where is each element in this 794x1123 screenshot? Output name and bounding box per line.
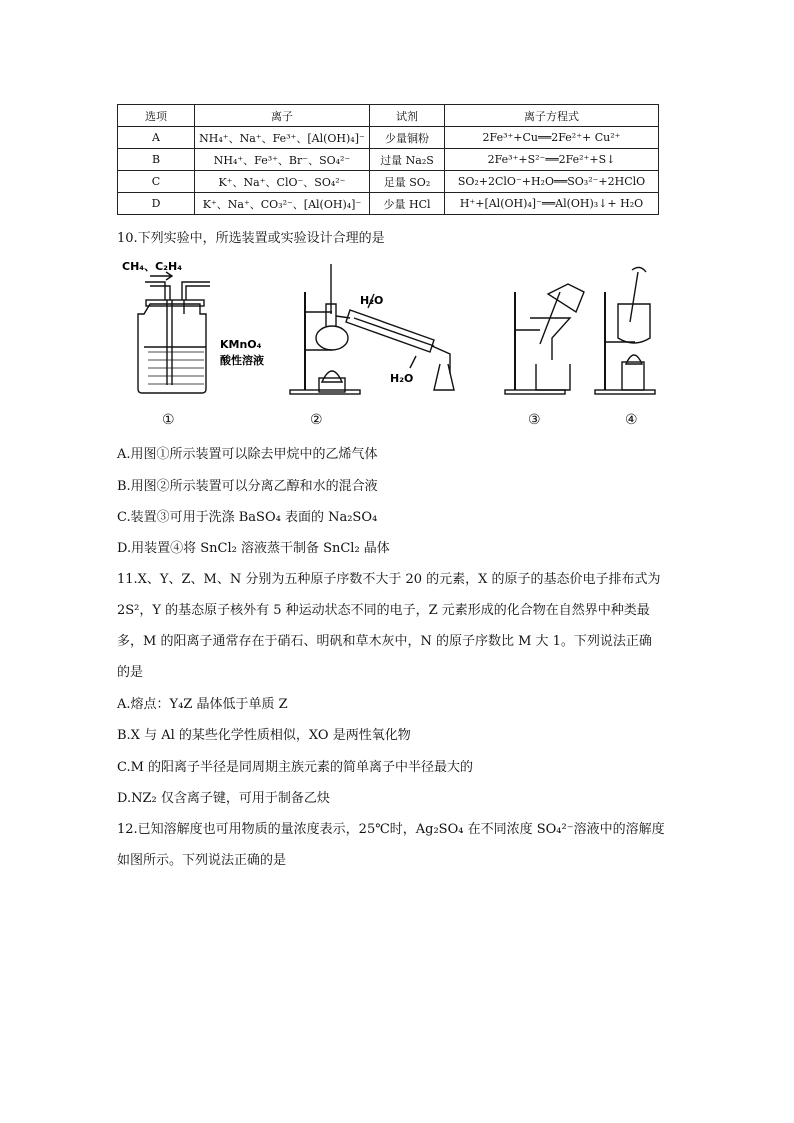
- q10-option-c: C.装置③可用于洗涤 BaSO₄ 表面的 Na₂SO₄: [117, 510, 378, 525]
- q11-stem-line-1: 11.X、Y、Z、M、N 分别为五种原子序数不大于 20 的元素，X 的原子的基态价电子排布式为: [117, 572, 661, 587]
- distillation-apparatus: [290, 264, 454, 394]
- table-header-row: [118, 105, 659, 127]
- table-row: [118, 193, 659, 215]
- gas-label: CH₄、C₂H₄: [122, 260, 183, 273]
- q12-stem-line-1: 12.已知溶解度也可用物质的量浓度表示，25℃时，Ag₂SO₄ 在不同浓度 SO₄²⁻溶液中的溶解度: [117, 822, 665, 837]
- cell-reagent: 足量 SO₂: [370, 171, 445, 193]
- gas-washing-bottle: [138, 272, 210, 393]
- reagent-label-2: 酸性溶液: [220, 354, 264, 367]
- q11-stem-line-4: 的是: [117, 665, 144, 680]
- ion-table: [117, 104, 659, 215]
- header-reagent: 试剂: [370, 105, 445, 127]
- table-row: [118, 127, 659, 149]
- cell-ions: K⁺、Na⁺、CO₃²⁻、[Al(OH)₄]⁻: [195, 193, 370, 215]
- q10-option-a: A.用图①所示装置可以除去甲烷中的乙烯气体: [117, 447, 378, 462]
- q10-stem: 10.下列实验中，所选装置或实验设计合理的是: [117, 231, 385, 246]
- cell-option: A: [118, 127, 195, 149]
- table-row: [118, 149, 659, 171]
- evaporation-apparatus: [595, 267, 655, 394]
- q10-apparatus-figure: [110, 252, 670, 402]
- q11-stem-line-3: 多，M 的阳离子通常存在于硝石、明矾和草木灰中，N 的原子序数比 M 大 1。下列说法正确: [117, 634, 652, 649]
- cell-reagent: 过量 Na₂S: [370, 149, 445, 171]
- cell-equation: 2Fe³⁺+S²⁻══2Fe²⁺+S↓: [445, 149, 659, 171]
- filtration-apparatus: [505, 284, 584, 394]
- cell-option: B: [118, 149, 195, 171]
- q10-option-d: D.用装置④将 SnCl₂ 溶液蒸干制备 SnCl₂ 晶体: [117, 541, 390, 556]
- water-in-label: H₂O: [360, 294, 384, 307]
- cell-equation: 2Fe³⁺+Cu══2Fe²⁺+ Cu²⁺: [445, 127, 659, 149]
- cell-option: C: [118, 171, 195, 193]
- figure-label-4: ④: [625, 412, 638, 428]
- figure-label-1: ①: [162, 412, 175, 428]
- table-row: [118, 171, 659, 193]
- water-out-label: H₂O: [390, 372, 414, 385]
- reagent-label-1: KMnO₄: [220, 338, 262, 351]
- figure-label-3: ③: [528, 412, 541, 428]
- header-equation: 离子方程式: [445, 105, 659, 127]
- cell-ions: K⁺、Na⁺、ClO⁻、SO₄²⁻: [195, 171, 370, 193]
- q12-stem-line-2: 如图所示。下列说法正确的是: [117, 853, 287, 868]
- figure-label-2: ②: [310, 412, 323, 428]
- cell-equation: SO₂+2ClO⁻+H₂O══SO₃²⁻+2HClO: [445, 171, 659, 193]
- cell-option: D: [118, 193, 195, 215]
- q11-option-d: D.NZ₂ 仅含离子键，可用于制备乙炔: [117, 791, 330, 806]
- cell-reagent: 少量铜粉: [370, 127, 445, 149]
- q11-option-b: B.X 与 Al 的某些化学性质相似，XO 是两性氧化物: [117, 728, 411, 743]
- cell-ions: NH₄⁺、Na⁺、Fe³⁺、[Al(OH)₄]⁻: [195, 127, 370, 149]
- cell-equation: H⁺+[Al(OH)₄]⁻══Al(OH)₃↓+ H₂O: [445, 193, 659, 215]
- cell-ions: NH₄⁺、Fe³⁺、Br⁻、SO₄²⁻: [195, 149, 370, 171]
- q10-option-b: B.用图②所示装置可以分离乙醇和水的混合液: [117, 479, 378, 494]
- header-ions: 离子: [195, 105, 370, 127]
- header-option: 选项: [118, 105, 195, 127]
- q11-option-c: C.M 的阳离子半径是同周期主族元素的简单离子中半径最大的: [117, 760, 474, 775]
- q11-option-a: A.熔点：Y₄Z 晶体低于单质 Z: [117, 697, 288, 712]
- cell-reagent: 少量 HCl: [370, 193, 445, 215]
- q11-stem-line-2: 2S²，Y 的基态原子核外有 5 种运动状态不同的电子，Z 元素形成的化合物在自然界中种类最: [117, 603, 650, 618]
